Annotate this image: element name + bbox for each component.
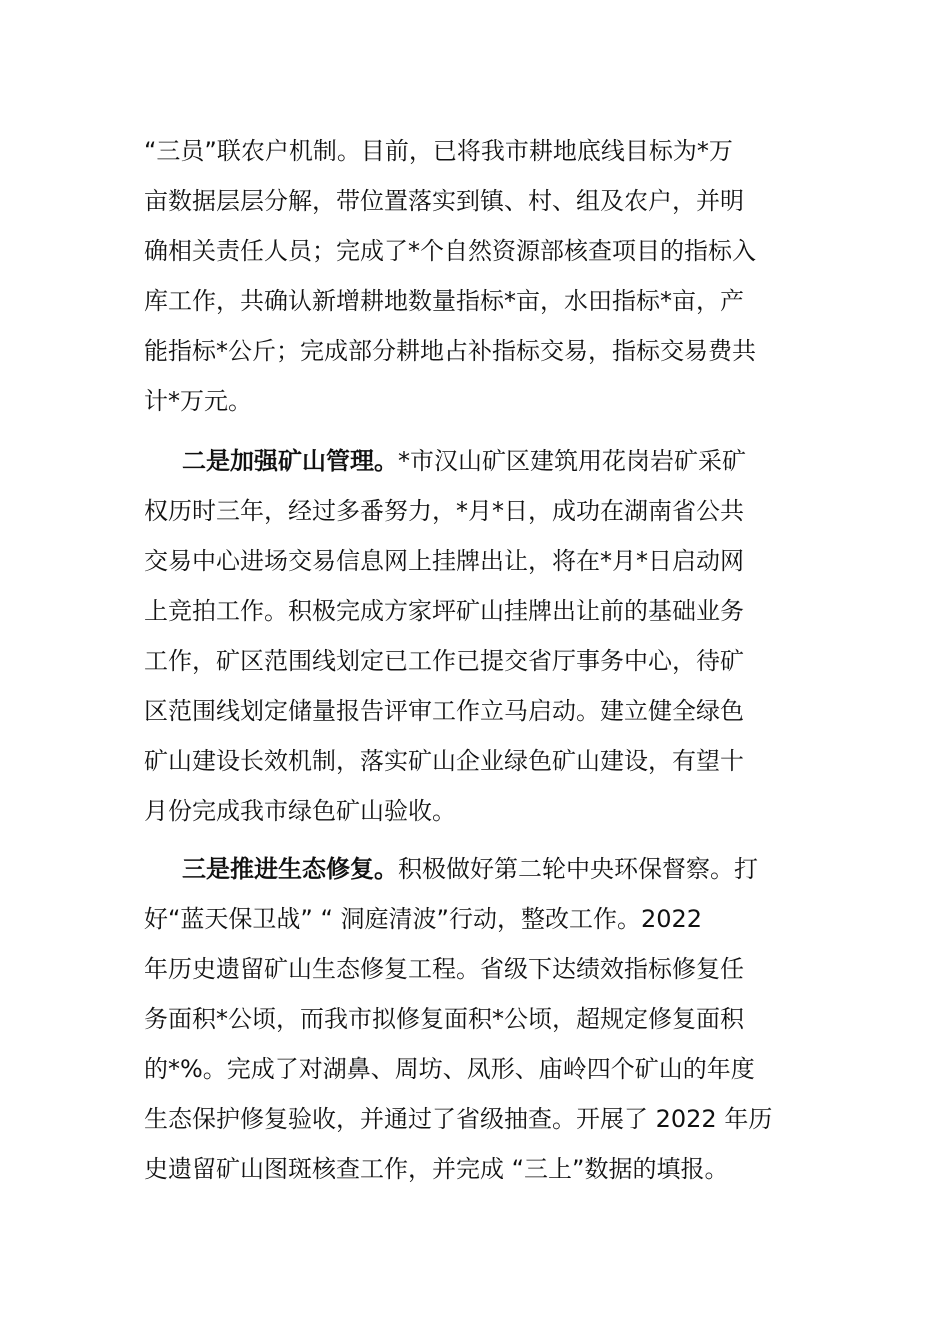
text-line: 生态保护修复验收，并通过了省级抽查。开展了 2022 年历 — [144, 1105, 773, 1133]
text-line: 的*%。完成了对湖鼻、周坊、凤形、庙岭四个矿山的年度 — [144, 1055, 755, 1083]
text-line: 能指标*公斤；完成部分耕地占补指标交易，指标交易费共 — [144, 337, 756, 365]
text-line: “三员”联农户机制。目前，已将我市耕地底线目标为*万 — [144, 137, 733, 165]
paragraph-ecological-restoration — [144, 844, 814, 1194]
text-line: 计*万元。 — [144, 387, 252, 415]
text-line: 交易中心进场交易信息网上挂牌出让，将在*月*日启动网 — [144, 547, 744, 575]
text-line-first — [144, 436, 814, 486]
text-line-first — [144, 844, 814, 894]
text-line: 史遗留矿山图斑核查工作，并完成 “三上”数据的填报。 — [144, 1155, 729, 1183]
text-line: 矿山建设长效机制，落实矿山企业绿色矿山建设，有望十 — [144, 747, 744, 775]
text-line: 权历时三年，经过多番努力，*月*日，成功在湖南省公共 — [144, 497, 744, 525]
first-line-text: *市汉山矿区建筑用花岗岩矿采矿 — [398, 447, 746, 475]
text-line: 务面积*公顷，而我市拟修复面积*公顷，超规定修复面积 — [144, 1005, 744, 1033]
text-line: 区范围线划定储量报告评审工作立马启动。建立健全绿色 — [144, 697, 744, 725]
text-line: 库工作，共确认新增耕地数量指标*亩，水田指标*亩，产 — [144, 287, 744, 315]
first-line-text: 积极做好第二轮中央环保督察。打 — [398, 855, 758, 883]
text-line: 好“蓝天保卫战” “ 洞庭清波”行动，整改工作。2022 — [144, 905, 703, 933]
paragraph-mining-management — [144, 436, 814, 836]
text-line: 工作，矿区范围线划定已工作已提交省厅事务中心，待矿 — [144, 647, 744, 675]
text-line: 亩数据层层分解，带位置落实到镇、村、组及农户，并明 — [144, 187, 744, 215]
text-line: 月份完成我市绿色矿山验收。 — [144, 797, 456, 825]
paragraph-farmland — [144, 126, 814, 426]
text-line: 上竞拍工作。积极完成方家坪矿山挂牌出让前的基础业务 — [144, 597, 744, 625]
paragraph-lead-heading: 三是推进生态修复。 — [182, 855, 398, 883]
text-line: 年历史遗留矿山生态修复工程。省级下达绩效指标修复任 — [144, 955, 744, 983]
paragraph-lead-heading: 二是加强矿山管理。 — [182, 447, 398, 475]
text-line: 确相关责任人员；完成了*个自然资源部核查项目的指标入 — [144, 237, 756, 265]
